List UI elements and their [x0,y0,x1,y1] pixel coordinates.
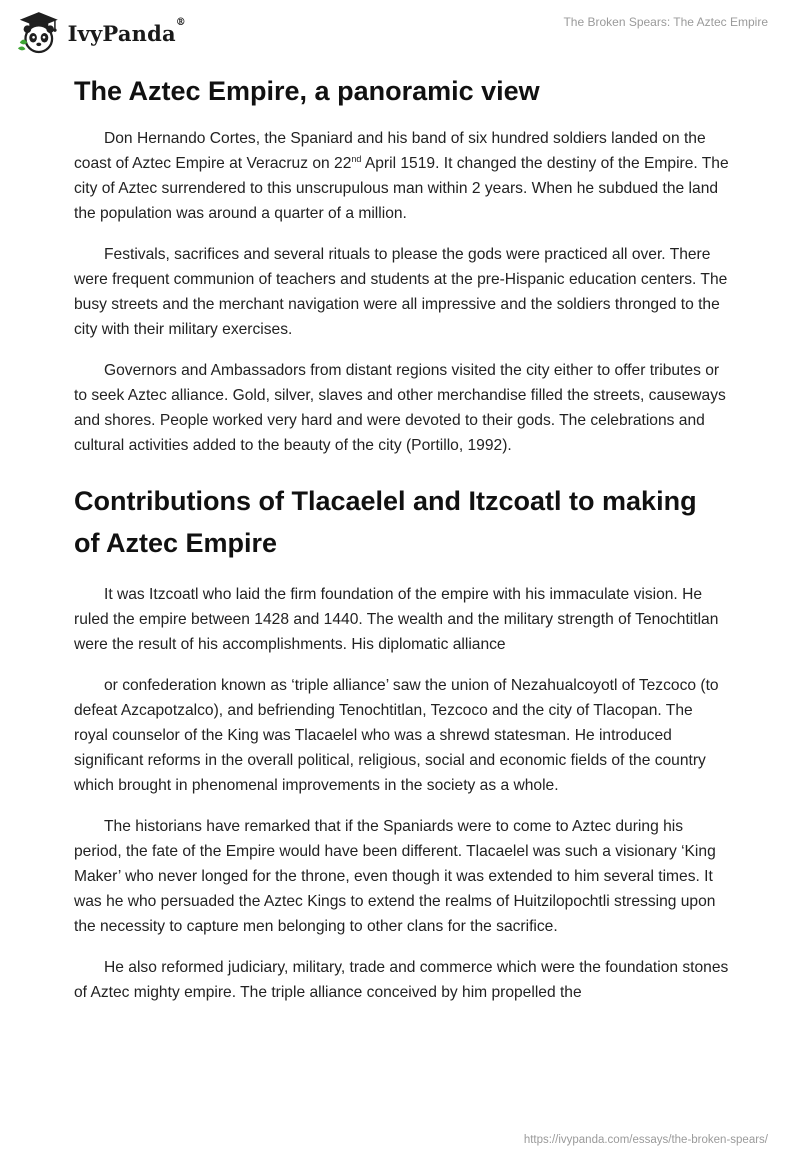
paragraph: It was Itzcoatl who laid the firm foundation of the empire with his immaculate vision. He ruled the empire between 1428 and 1440. The wealth and the military strength of Tenochtitlan were the result of his accomplishments. His diplomatic alliance [74,586,719,653]
paragraph [74,126,729,226]
paragraph: The historians have remarked that if the Spaniards were to come to Aztec during his period, the fate of the Empire would have been different. Tlacaelel was such a visionary ‘King Maker’ who never longed for the throne, even though it was extended to him several times. It was he who persuaded the Aztec Kings to extend the realms of Huitzilopochtli stressing upon the necessity to capture men belonging to other clans for the sacrifice. [74,818,716,935]
ordinal-suffix: nd [351,153,362,164]
source-url-link[interactable]: https://ivypanda.com/essays/the-broken-spears/ [523,1134,768,1146]
paragraph: He also reformed judiciary, military, trade and commerce which were the foundation stones of Aztec mighty empire. The triple alliance conceived by him propelled the [74,959,729,1001]
essay-content [74,72,729,1021]
section-heading-contributions: Contributions of Tlacaelel and Itzcoatl to making of Aztec Empire [74,486,697,558]
paragraph: Governors and Ambassadors from distant regions visited the city either to offer tributes or to seek Aztec alliance. Gold, silver, slaves and other merchandise filled the streets, causeways and shores. People worked very hard and were devoted to their gods. The celebrations and cultural activities added to the beauty of the city (Portillo, 1992). [74,362,726,454]
paragraph-text: Don Hernando Cortes, the Spaniard and his band of six hundred soldiers landed on the coast of Aztec Empire at Veracruz on 22 [74,130,706,172]
page-header [0,0,800,70]
document-title: The Broken Spears: The Aztec Empire [563,15,768,29]
panda-graduate-icon [16,9,62,57]
paragraph: Festivals, sacrifices and several rituals to please the gods were practiced all over. There were frequent communion of teachers and students at the pre-Hispanic education centers. The busy streets and the merchant navigation were all impressive and the soldiers thronged to the city with their military exercises. [74,246,728,338]
brand-text: IvyPanda [67,20,176,46]
registered-mark: ® [175,16,186,28]
section-heading-panoramic: The Aztec Empire, a panoramic view [74,76,540,106]
brand-name [67,16,186,46]
ivypanda-logo[interactable] [16,8,186,58]
paragraph-text: April 1519. It changed the destiny of the Empire. The city of Aztec surrendered to this unscrupulous man within 2 years. When he subdued the land the population was around a quarter of a million. [74,155,729,222]
paragraph: or confederation known as ‘triple alliance’ saw the union of Nezahualcoyotl of Tezcoco (to defeat Azcapotzalco), and befriending Tenochtitlan, Tezcoco and the city of Tlacopan. The royal counselor of the King was Tlacaelel who was a shrewd statesman. He introduced significant reforms in the overall political, religious, social and economic fields of the country which brought in phenomenal improvements in the society as a whole. [74,677,719,794]
